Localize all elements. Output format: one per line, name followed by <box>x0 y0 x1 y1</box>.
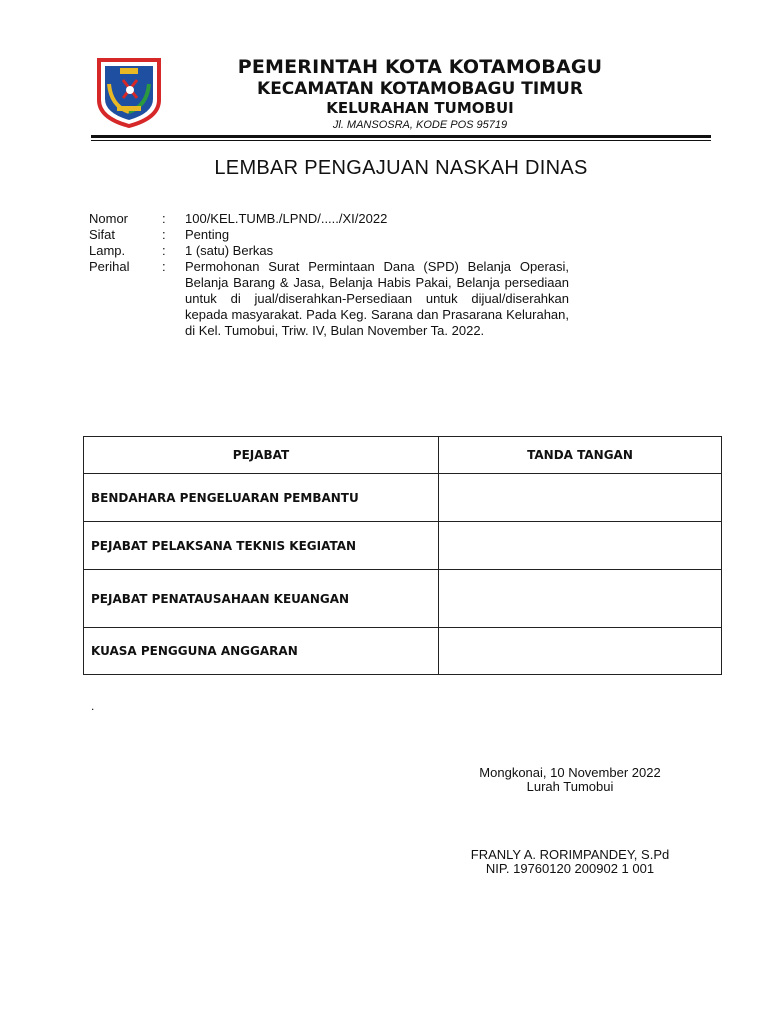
kop-village-name: KELURAHAN TUMOBUI <box>326 99 514 117</box>
field-colon: : <box>162 259 166 274</box>
pejabat-cell: BENDAHARA PENGELUARAN PEMBANTU <box>84 474 439 522</box>
field-label: Lamp. <box>89 243 126 258</box>
field-nomor <box>89 211 569 227</box>
signatory-position: Lurah Tumobui <box>526 779 614 794</box>
field-perihal <box>89 259 569 339</box>
signatory-nip: NIP. 19760120 200902 1 001 <box>485 861 655 876</box>
table-row <box>84 522 722 570</box>
signatory-name: FRANLY A. RORIMPANDEY, S.Pd <box>470 847 670 862</box>
field-lamp <box>89 243 569 259</box>
table-row <box>84 628 722 675</box>
stray-dot: . <box>91 699 95 713</box>
signature-cell <box>439 522 722 570</box>
column-header-tanda-tangan: TANDA TANGAN <box>439 437 722 474</box>
kop-address: Jl. MANSOSRA, KODE POS 95719 <box>332 119 508 131</box>
field-colon: : <box>162 227 166 242</box>
kotamobagu-city-crest-icon <box>93 56 165 128</box>
table-row <box>84 570 722 628</box>
field-colon: : <box>162 243 166 258</box>
field-colon: : <box>162 211 166 226</box>
letterhead-rule-thin <box>91 140 711 141</box>
signatory-block <box>440 848 700 876</box>
field-value: 1 (satu) Berkas <box>185 243 274 258</box>
letterhead-rule-thick <box>91 135 711 138</box>
table-header-row <box>84 437 722 474</box>
signature-place-block <box>440 766 700 794</box>
place-date: Mongkonai, 10 November 2022 <box>479 765 661 780</box>
column-header-pejabat: PEJABAT <box>84 437 439 474</box>
signature-cell <box>439 570 722 628</box>
approval-table <box>83 436 722 675</box>
table-row <box>84 474 722 522</box>
field-value: Penting <box>185 227 230 242</box>
field-sifat <box>89 227 569 243</box>
field-value: Permohonan Surat Permintaan Dana (SPD) Belanja Operasi, Belanja Barang & Jasa, Belanja Habis Pakai, Belanja persediaan untuk di jual/diserahkan-Persediaan untuk dijual/diserahkan kepada masyarakat. Pada Keg. Sarana dan Prasarana Kelurahan, di Kel. Tumobui, Triw. IV, Bulan November Ta. 2022. <box>185 259 569 338</box>
kop-district-name: KECAMATAN KOTAMOBAGU TIMUR <box>257 79 583 99</box>
pejabat-cell: PEJABAT PELAKSANA TEKNIS KEGIATAN <box>84 522 439 570</box>
letter-fields <box>89 211 569 339</box>
field-value: 100/KEL.TUMB./LPND/...../XI/2022 <box>185 211 388 226</box>
field-label: Perihal <box>89 259 130 274</box>
field-label: Nomor <box>89 211 129 226</box>
signature-cell <box>439 474 722 522</box>
document-title: LEMBAR PENGAJUAN NASKAH DINAS <box>214 157 588 179</box>
pejabat-cell: KUASA PENGGUNA ANGGARAN <box>84 628 439 675</box>
pejabat-cell: PEJABAT PENATAUSAHAAN KEUANGAN <box>84 570 439 628</box>
field-label: Sifat <box>89 227 116 242</box>
kop-government-name: PEMERINTAH KOTA KOTAMOBAGU <box>237 56 603 78</box>
signature-cell <box>439 628 722 675</box>
